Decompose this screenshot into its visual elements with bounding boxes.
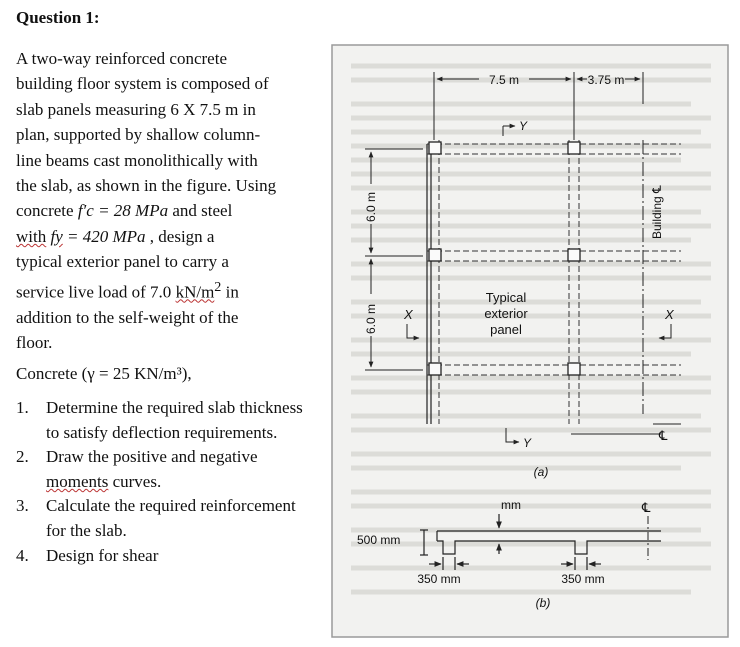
problem-line-1 — [16, 46, 306, 71]
task-text-end: curves. — [108, 471, 162, 491]
word-and-steel: and steel — [172, 201, 233, 221]
building-cl-label: Building ℄ — [650, 185, 664, 239]
word-with: with — [16, 226, 47, 246]
section-x-right: X — [665, 307, 674, 322]
task-item — [16, 544, 316, 569]
problem-line-2: building floor system is composed of — [16, 74, 269, 94]
problem-line-5: line beams cast monolithically with — [16, 150, 258, 170]
dim-6-bottom-label: 6.0 m — [364, 303, 378, 334]
dim-6-top-label: 6.0 m — [364, 191, 378, 222]
figure-floor-plan — [331, 44, 729, 638]
cl-symbol-section: ℄ — [642, 501, 651, 516]
task-number: 2. — [16, 447, 29, 467]
problem-line-10 — [16, 275, 306, 305]
dim-500-label: 500 mm — [357, 533, 401, 547]
problem-line-9: typical exterior panel to carry a — [16, 252, 229, 272]
task-number: 4. — [16, 545, 29, 565]
dim-3-75-label: 3.75 m — [587, 73, 625, 87]
word-in: in — [221, 282, 239, 302]
panel-label-line-2: exterior — [484, 306, 528, 321]
axis-y-bottom: Y — [523, 436, 532, 450]
load-unit: kN/m — [175, 282, 215, 302]
problem-line-8 — [16, 224, 306, 249]
unit-superscript: 2 — [214, 278, 222, 295]
fy-value: = 420 MPa — [62, 226, 146, 246]
problem-line-7 — [16, 198, 306, 223]
mm-label: mm — [501, 498, 521, 512]
figure-label-b: (b) — [535, 596, 551, 610]
word-design-a: , design a — [149, 226, 215, 246]
panel-label-line-3: panel — [490, 322, 522, 337]
task-item — [16, 445, 316, 494]
task-text: Determine the required slab thickness to satisfy deflection requirements. — [46, 398, 303, 442]
word-reinforced: reinforced — [95, 49, 166, 68]
problem-statement — [16, 46, 306, 356]
problem-line-4: plan, supported by shallow column- — [16, 125, 261, 145]
concrete-unit-weight: Concrete (γ = 25 KN/m³), — [16, 364, 192, 383]
live-load-text: service live load of 7.0 — [16, 282, 176, 302]
dim-350-right-label: 350 mm — [561, 572, 605, 586]
task-text: Draw the positive and negative — [46, 447, 258, 467]
word-concrete: concrete — [169, 49, 227, 68]
task-text: Design for shear — [46, 545, 159, 565]
task-list — [16, 396, 316, 568]
cl-symbol-plan: ℄ — [659, 429, 668, 444]
fc-expression — [78, 201, 168, 220]
dim-7-5-label: 7.5 m — [488, 73, 520, 87]
task-number: 3. — [16, 496, 29, 516]
axis-y-top: Y — [519, 119, 528, 133]
task-item — [16, 396, 316, 445]
task-number: 1. — [16, 398, 29, 417]
figure-label-a: (a) — [533, 465, 549, 479]
fc-symbol: f′c — [77, 201, 94, 221]
question-title: Question 1: — [16, 8, 100, 27]
fy-symbol: fy — [50, 226, 63, 246]
word-concrete-2: concrete — [16, 201, 74, 221]
task-item — [16, 494, 316, 543]
section-x-left: X — [404, 307, 413, 322]
problem-line-6: the slab, as shown in the figure. Using — [16, 176, 277, 196]
fc-value: = 28 MPa — [93, 201, 169, 221]
dim-350-left-label: 350 mm — [417, 572, 461, 586]
problem-line-12: floor. — [16, 333, 53, 353]
problem-line-3: slab panels measuring 6 X 7.5 m in — [16, 99, 256, 119]
panel-label-line-1: Typical — [485, 290, 527, 305]
task-text-moments: moments — [46, 471, 109, 491]
word-a: A — [16, 49, 28, 68]
word-two-way: two-way — [31, 49, 92, 68]
problem-line-11: addition to the self-weight of the — [16, 307, 239, 327]
task-text: Calculate the required reinforcement for the slab. — [46, 496, 296, 540]
fy-expression — [50, 227, 145, 246]
